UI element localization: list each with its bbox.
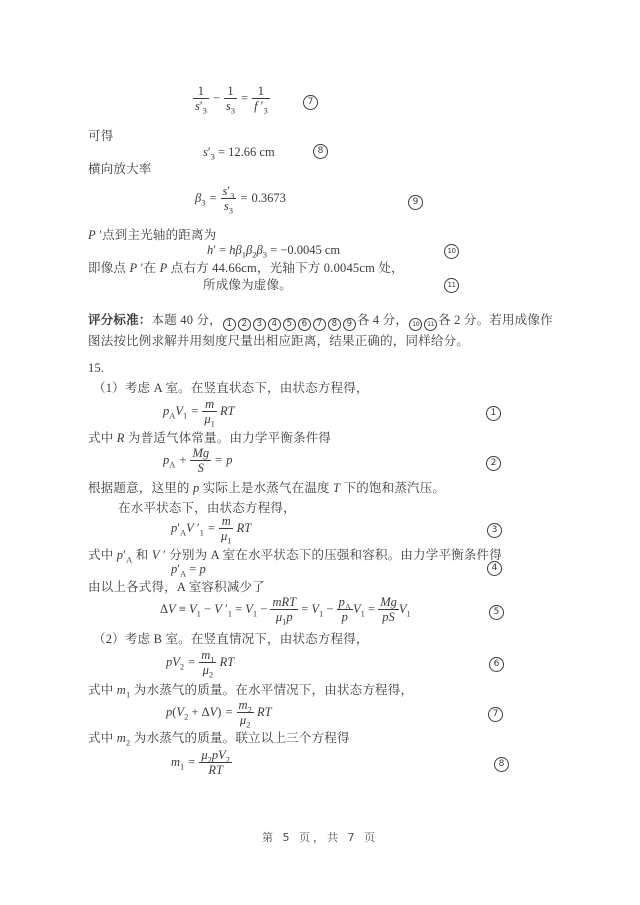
equation-15-2-number: 2 (486, 456, 501, 471)
equation-7-number: 7 (303, 95, 318, 110)
line-virtual-image: 所成像为虚像。 (203, 278, 292, 292)
equation-15-5: $\Delta V \equiv V_1 - V$ $'_1 = V_1$ − $\frac{\text{mRT}}{\mu_1p}$ = $V_1$ − $\frac{p_A}{p}$ $V_1$ = $\frac{Mg}{pS}$ $V_1$ (160, 595, 411, 627)
line-part2-intro: （2）考虑 B 室。在竖直情况下，由状态方程得， (93, 632, 369, 646)
equation-8-number: 8 (313, 144, 328, 159)
line-part1-intro: （1）考虑 A 室。在竖直状态下，由状态方程得， (93, 381, 369, 395)
equation-9: $\beta_3$ = $\frac{s'_3}{s_3}$ = 0.3673 (195, 184, 286, 216)
equation-15-3-number: 3 (487, 523, 502, 538)
equation-15-6-number: 6 (489, 657, 504, 672)
equation-9-number: 9 (408, 195, 423, 210)
equation-15-7: $p(V_2 + \Delta V)$ = $\frac{m_2}{\mu_2}$ RT (166, 698, 272, 730)
line-horizontal-state: 在水平状态下，由状态方程得， (118, 501, 296, 515)
equation-15-1: $p_AV_1$ = $\frac{m}{\mu_1}$ RT (163, 397, 235, 429)
equation-8: $s'_3 = 12.66$ cm (203, 145, 275, 162)
grading-note: 评分标准：本题 40 分， 1 2 3 4 5 6 7 8 9 各 4 分， 10 11 各 2 分。若用成像作图法按比例求解并用刻度尺量出相应距离，结果正确的，同样给分。 (88, 313, 553, 348)
equation-15-8-number: 8 (494, 757, 509, 772)
equation-11-number: 11 (444, 278, 459, 293)
equation-15-7-number: 7 (488, 707, 503, 722)
equation-15-1-number: 1 (486, 406, 501, 421)
line-pA-V-definition: 式中 $p'_A$ 和 V ′ 分别为 A 室在水平状态下的压强和容积。由力学平衡条件得 (88, 548, 502, 565)
line-m1-definition: 式中 $m_1$ 为水蒸气的质量。在水平情况下，由状态方程得， (88, 683, 414, 700)
line-saturation: 根据题意，这里的 p 实际上是水蒸气在温度 T 下的饱和蒸汽压。 (88, 481, 446, 495)
equation-10-number: 10 (444, 244, 459, 259)
line-magnification-label: 横向放大率 (88, 162, 152, 176)
line-p-distance: P ′点到主光轴的距离为 (88, 228, 217, 242)
equation-15-8: $m_1$ = $\frac{\mu_2pV_2}{RT}$ (171, 748, 231, 778)
problem-15-number: 15. (88, 361, 105, 375)
equation-10: $h' = h\beta_1\beta_2\beta_3 = -0.0045$ cm (207, 243, 341, 260)
line-gas-constant: 式中 R 为普适气体常量。由力学平衡条件得 (88, 431, 332, 445)
line-m2-definition: 式中 $m_2$ 为水蒸气的质量。联立以上三个方程得 (88, 731, 350, 748)
line-kede: 可得 (88, 129, 114, 143)
equation-15-6: $pV_2$ = $\frac{m_1}{\mu_2}$ RT (166, 648, 235, 680)
page-footer: 第 5 页，共 7 页 (262, 831, 378, 844)
equation-15-4: $p'_A = p$ (171, 562, 206, 579)
line-image-point: 即像点 P ′在 P 点右方 44.66cm，光轴下方 0.0045cm 处， (88, 261, 404, 275)
equation-15-3: $p'_AV$ $'_1$ = $\frac{m}{\mu_1}$ RT (171, 514, 252, 546)
equation-15-4-number: 4 (487, 561, 502, 576)
equation-7: $\frac{1}{s'_3}$ − $\frac{1}{s_3}$ = $\frac{1}{f '_3}$ (195, 84, 268, 116)
line-volume-decrease: 由以上各式得，A 室容积减少了 (88, 580, 265, 594)
equation-15-5-number: 5 (489, 605, 504, 620)
equation-15-2: $p_A$ + $\frac{Mg}{S}$ = p (163, 446, 233, 476)
